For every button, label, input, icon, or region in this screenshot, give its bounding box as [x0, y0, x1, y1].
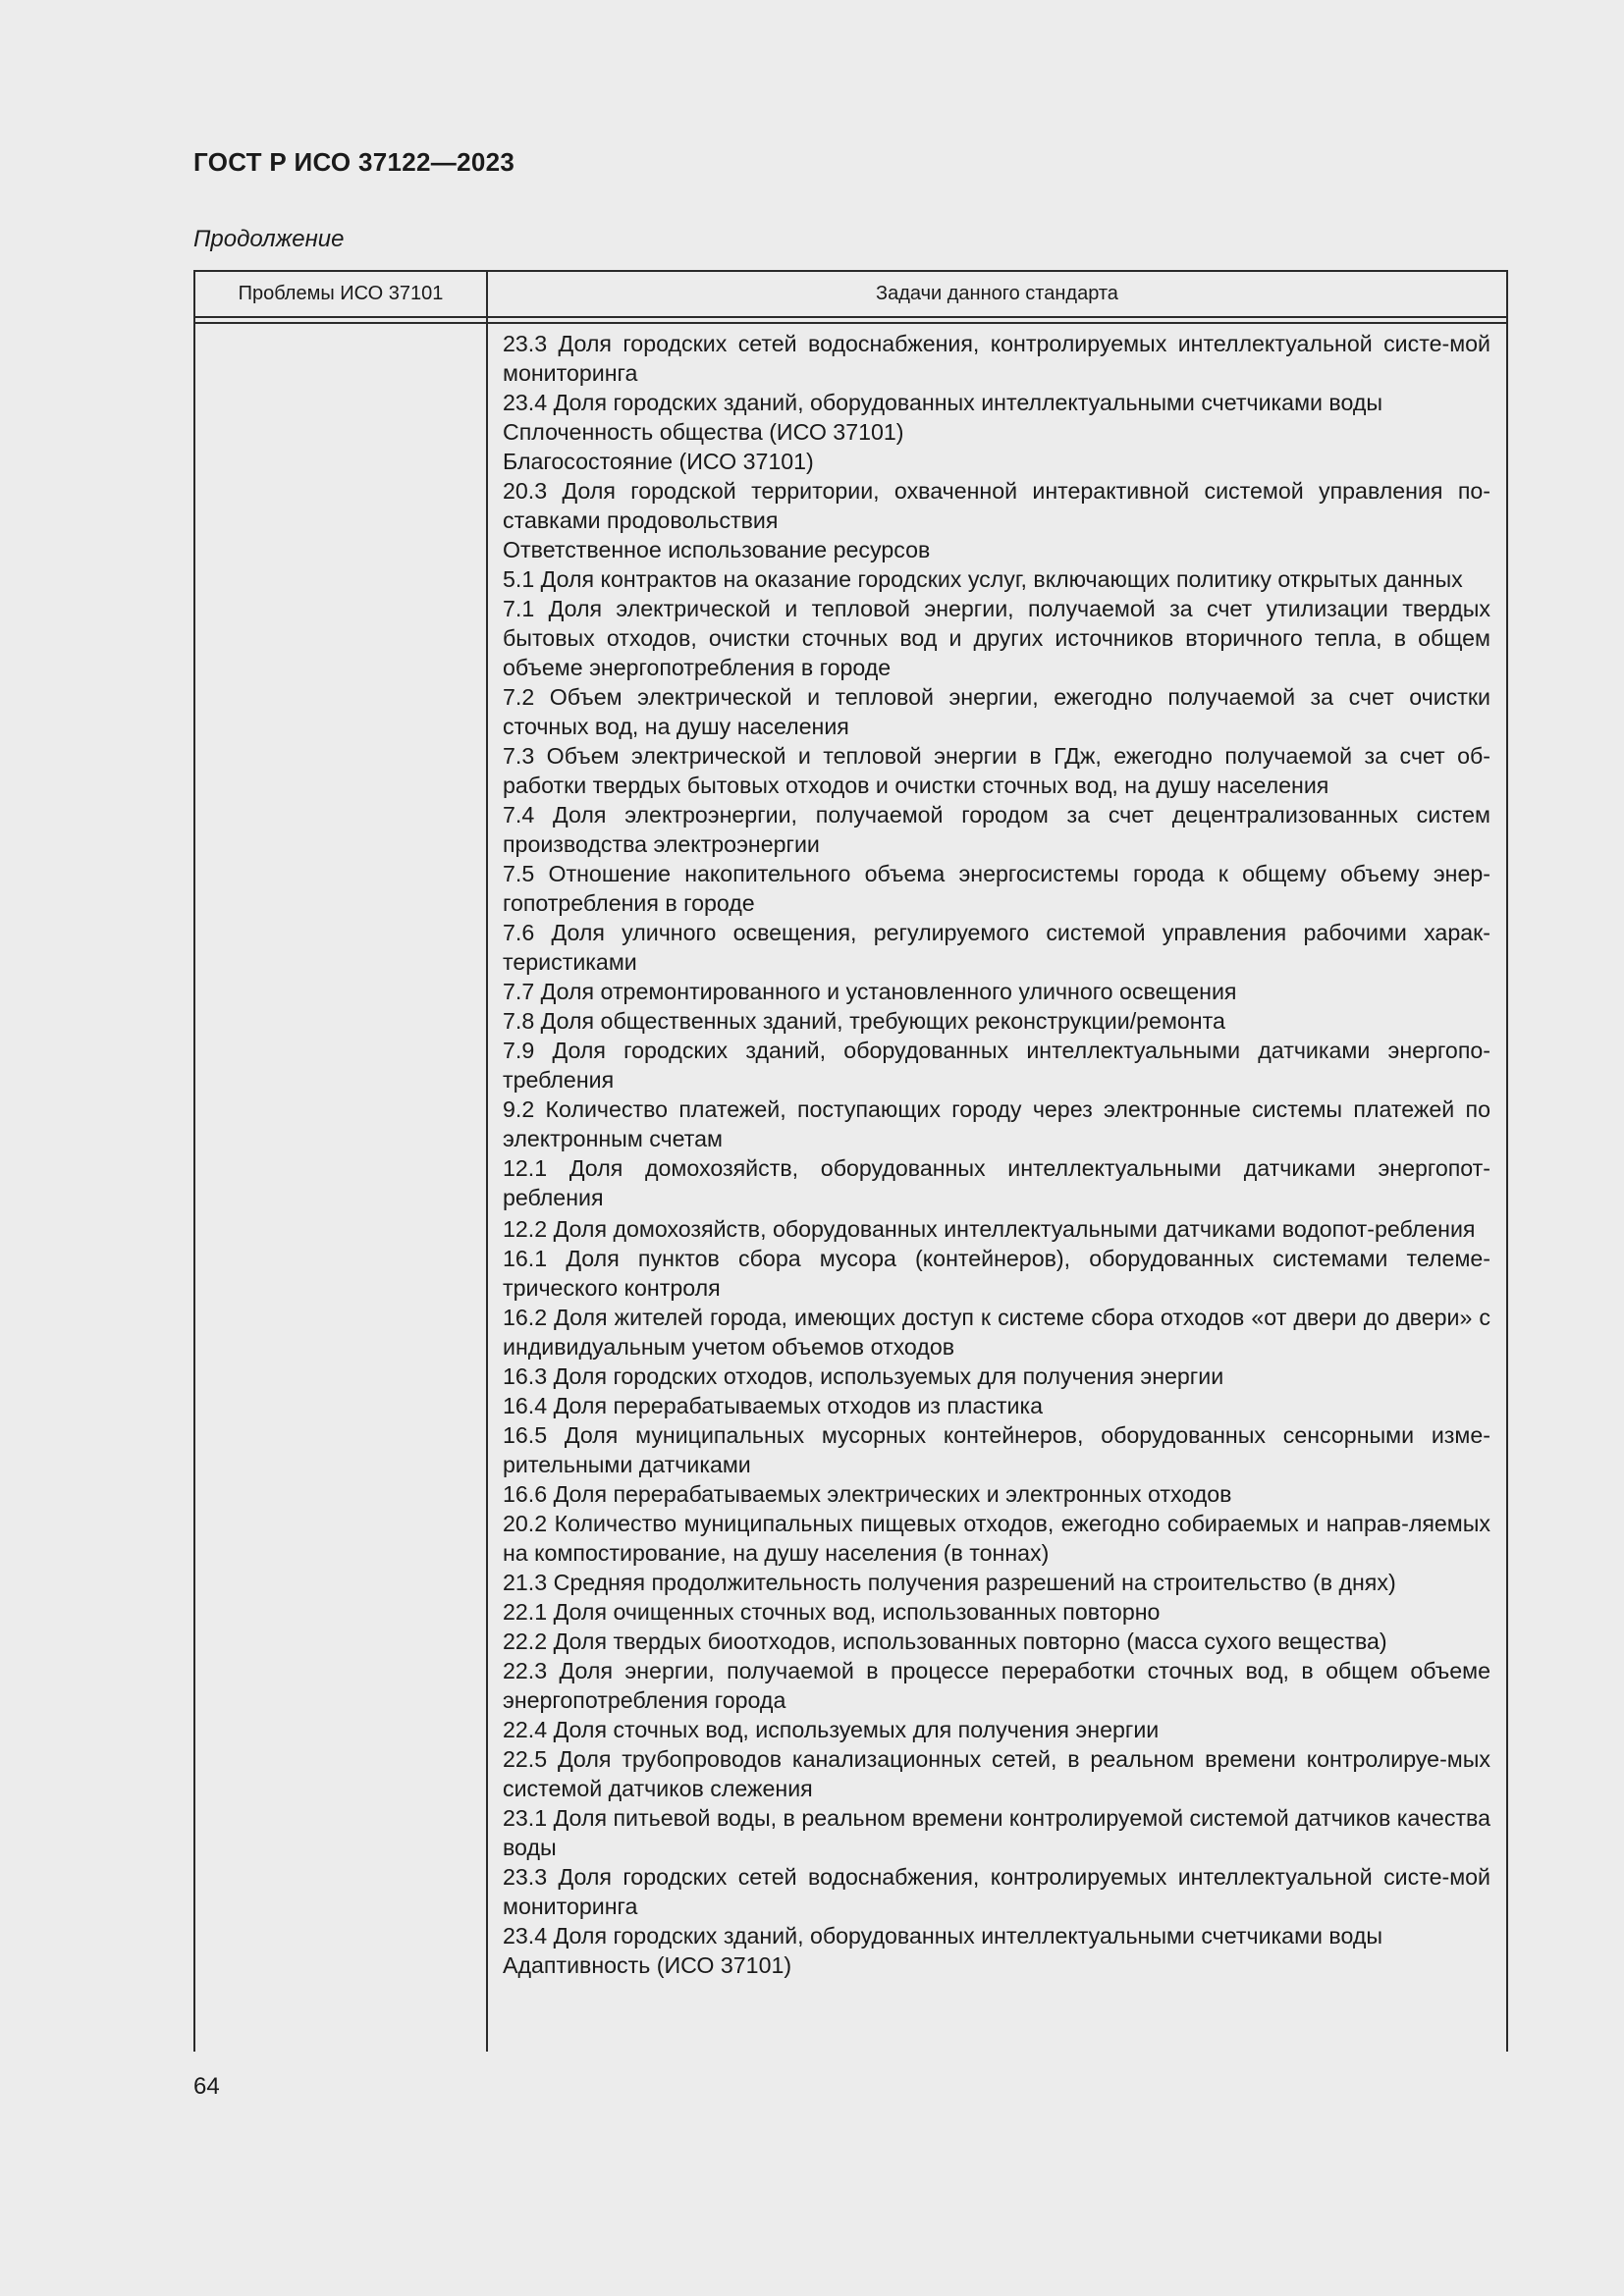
task-item: 16.5 Доля муниципальных мусорных контейнеров, оборудованных сенсорными изме-рительными датчиками: [503, 1422, 1490, 1477]
task-item: 7.5 Отношение накопительного объема энергосистемы города к общему объему энер-гопотребления в городе: [503, 861, 1490, 916]
task-item: 22.1 Доля очищенных сточных вод, использованных повторно: [503, 1599, 1161, 1625]
task-item: 23.4 Доля городских зданий, оборудованных интеллектуальными счетчиками воды: [503, 1923, 1383, 1949]
task-item: 16.3 Доля городских отходов, используемых для получения энергии: [503, 1363, 1224, 1389]
task-item: 12.2 Доля домохозяйств, оборудованных интеллектуальными датчиками водопот-ребления: [503, 1216, 1476, 1242]
task-item: 22.3 Доля энергии, получаемой в процессе переработки сточных вод, в общем объеме энергопотребления города: [503, 1658, 1490, 1713]
task-item: 7.1 Доля электрической и тепловой энергии, получаемой за счет утилизации твердых бытовых отходов, очистки сточных вод и других источников вторичного тепла, в общем объеме энергопотребления в городе: [503, 596, 1490, 680]
task-item: 7.4 Доля электроэнергии, получаемой городом за счет децентрализованных систем производства электроэнергии: [503, 802, 1490, 857]
task-item: 5.1 Доля контрактов на оказание городских услуг, включающих политику открытых данных: [503, 566, 1463, 592]
header-problems: Проблемы ИСО 37101: [238, 283, 444, 304]
header-rule: [193, 322, 1508, 324]
task-item: 7.8 Доля общественных зданий, требующих реконструкции/ремонта: [503, 1008, 1225, 1034]
section-heading: Благосостояние (ИСО 37101): [503, 449, 814, 474]
tasks-cell: [503, 329, 1490, 1980]
task-item: 7.9 Доля городских зданий, оборудованных интеллектуальными датчиками энергопо-требления: [503, 1038, 1490, 1093]
task-item: 9.2 Количество платежей, поступающих городу через электронные системы платежей по электронным счетам: [503, 1096, 1490, 1151]
task-item: 23.1 Доля питьевой воды, в реальном времени контролируемой системой датчиков качества воды: [503, 1805, 1490, 1860]
task-item: 23.3 Доля городских сетей водоснабжения, контролируемых интеллектуальной систе-мой мониторинга: [503, 331, 1490, 386]
task-item: 23.4 Доля городских зданий, оборудованных интеллектуальными счетчиками воды: [503, 390, 1383, 415]
task-item: 23.3 Доля городских сетей водоснабжения, контролируемых интеллектуальной систе-мой мониторинга: [503, 1864, 1490, 1919]
task-item: 22.2 Доля твердых биоотходов, использованных повторно (масса сухого вещества): [503, 1629, 1387, 1654]
task-item: 7.6 Доля уличного освещения, регулируемого системой управления рабочими харак-теристиками: [503, 920, 1490, 975]
task-item: 20.3 Доля городской территории, охваченной интерактивной системой управления по-ставками продовольствия: [503, 478, 1490, 533]
task-item: 7.2 Объем электрической и тепловой энергии, ежегодно получаемой за счет очистки сточных вод, на душу населения: [503, 684, 1490, 739]
task-item: 21.3 Средняя продолжительность получения разрешений на строительство (в днях): [503, 1570, 1396, 1595]
section-heading: Адаптивность (ИСО 37101): [503, 1952, 792, 1978]
task-item: 7.3 Объем электрической и тепловой энергии в ГДж, ежегодно получаемой за счет об-работки твердых бытовых отходов и очистки сточных вод, на душу населения: [503, 743, 1490, 798]
section-heading: Ответственное использование ресурсов: [503, 537, 931, 562]
document-code: ГОСТ Р ИСО 37122—2023: [193, 147, 515, 177]
task-item: 12.1 Доля домохозяйств, оборудованных интеллектуальными датчиками энергопот-ребления: [503, 1155, 1490, 1210]
task-item: 16.1 Доля пунктов сбора мусора (контейнеров), оборудованных системами телеме-трического контроля: [503, 1246, 1490, 1301]
header-tasks: Задачи данного стандарта: [876, 283, 1118, 304]
task-item: 7.7 Доля отремонтированного и установленного уличного освещения: [503, 979, 1237, 1004]
task-item: 22.5 Доля трубопроводов канализационных сетей, в реальном времени контролируе-мых системой датчиков слежения: [503, 1746, 1490, 1801]
task-item: 16.6 Доля перерабатываемых электрических и электронных отходов: [503, 1481, 1232, 1507]
continuation-label: Продолжение: [193, 226, 345, 252]
page-number: 64: [193, 2073, 220, 2100]
section-heading: Сплоченность общества (ИСО 37101): [503, 419, 904, 445]
header-rule: [193, 316, 1508, 318]
task-item: 16.2 Доля жителей города, имеющих доступ к системе сбора отходов «от двери до двери» с индивидуальным учетом объемов отходов: [503, 1305, 1490, 1360]
task-item: 20.2 Количество муниципальных пищевых отходов, ежегодно собираемых и направ-ляемых на компостирование, на душу населения (в тоннах): [503, 1511, 1490, 1566]
task-item: 16.4 Доля перерабатываемых отходов из пластика: [503, 1393, 1044, 1418]
column-divider: [486, 270, 488, 2052]
standards-table: [193, 270, 1508, 2052]
task-item: 22.4 Доля сточных вод, используемых для получения энергии: [503, 1717, 1160, 1742]
